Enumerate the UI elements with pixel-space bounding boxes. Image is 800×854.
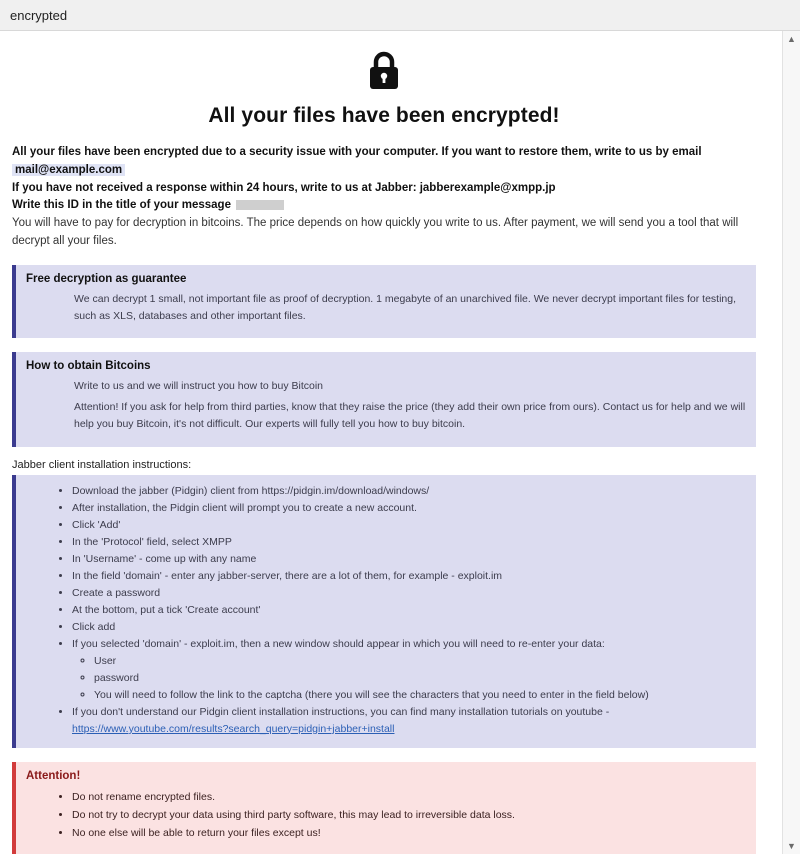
list-item: • Click 'Add': [72, 517, 746, 534]
guarantee-title: Free decryption as guarantee: [26, 272, 187, 285]
intro-line-1: [12, 144, 756, 180]
list-item: • If you selected 'domain' - exploit.im, then a new window should appear in which you will need to re-enter your data:: [72, 636, 746, 653]
attention-panel: [12, 762, 756, 854]
list-item: • Do not try to decrypt your data using third party software, this may lead to irreversible data loss.: [72, 806, 746, 824]
page-title: All your files have been encrypted!: [208, 104, 560, 127]
padlock-icon: [364, 49, 404, 98]
list-item: • After installation, the Pidgin client will prompt you to create a new account.: [72, 500, 746, 517]
intro-line-4: You will have to pay for decryption in bitcoins. The price depends on how quickly you write to us. After payment, we will send you a tool that will decrypt all your files.: [12, 217, 739, 248]
list-item: • No one else will be able to return your files except us!: [72, 824, 746, 842]
list-item: • In the field 'domain' - enter any jabber-server, there are a lot of them, for example - exploit.im: [72, 568, 746, 585]
guarantee-body: [26, 291, 746, 325]
guarantee-text: We can decrypt 1 small, not important file as proof of decryption. 1 megabyte of an unarchived file. We never decrypt important files for testing, such as XLS, databases and other important files.: [74, 292, 737, 322]
redacted-id: [236, 200, 284, 210]
youtube-tutorial-link[interactable]: https://www.youtube.com/results?search_query=pidgin+jabber+install: [72, 722, 395, 735]
intro-line-3-text: Write this ID in the title of your message: [12, 199, 231, 212]
jabber-steps-list: [26, 483, 746, 738]
jabber-panel: [12, 475, 756, 748]
vertical-scrollbar[interactable]: [782, 31, 800, 854]
list-item: • In the 'Protocol' field, select XMPP: [72, 534, 746, 551]
list-item: • At the bottom, put a tick 'Create account': [72, 602, 746, 619]
bitcoins-title: How to obtain Bitcoins: [26, 360, 151, 373]
ransom-note-document: [0, 31, 782, 854]
attention-title: Attention!: [26, 769, 81, 782]
jabber-heading: Jabber client installation instructions:: [12, 458, 192, 471]
bitcoins-line-1: Write to us and we will instruct you how to buy Bitcoin: [74, 380, 324, 393]
list-item: • Do not rename encrypted files.: [72, 788, 746, 806]
window-title: encrypted: [10, 7, 68, 23]
attention-list: [26, 788, 746, 842]
youtube-step-text: If you don't understand our Pidgin client installation instructions, you can find many installation tutorials on youtube -: [72, 705, 610, 718]
list-item: • Download the jabber (Pidgin) client from https://pidgin.im/download/windows/: [72, 483, 746, 500]
scroll-down-arrow-icon[interactable]: ▼: [787, 841, 796, 851]
intro-line-2: If you have not received a response within 24 hours, write to us at Jabber: jabberexample@xmpp.jp: [12, 181, 556, 194]
bitcoins-body: [26, 378, 746, 432]
list-item: ◦ You will need to follow the link to the captcha (there you will see the characters that you need to enter in the field below): [94, 687, 746, 704]
list-item: • Click add: [72, 619, 746, 636]
list-item: ◦ User: [94, 653, 746, 670]
list-item-youtube: [72, 704, 746, 738]
list-item: • In 'Username' - come up with any name: [72, 551, 746, 568]
intro-block: [8, 144, 760, 251]
intro-line-3: [12, 197, 756, 215]
bitcoins-line-2: Attention! If you ask for help from third parties, know that they raise the price (they add their own price from ours). Contact us for help and we will help you buy Bitcoin, it's not difficult. Our experts will fully tell you how to buy bitcoin.: [74, 401, 746, 431]
list-item: • Create a password: [72, 585, 746, 602]
window-titlebar: [0, 0, 800, 31]
lock-icon-wrap: [8, 49, 760, 98]
guarantee-panel: [12, 265, 756, 339]
jabber-substeps-list: [72, 653, 746, 704]
contact-email[interactable]: mail@example.com: [12, 164, 125, 176]
list-item: ◦ password: [94, 670, 746, 687]
intro-line-1-text: All your files have been encrypted due to a security issue with your computer. If you want to restore them, write to us by email: [12, 146, 702, 158]
bitcoins-panel: [12, 352, 756, 446]
scroll-up-arrow-icon[interactable]: ▲: [787, 34, 796, 44]
content-area: [0, 31, 800, 854]
